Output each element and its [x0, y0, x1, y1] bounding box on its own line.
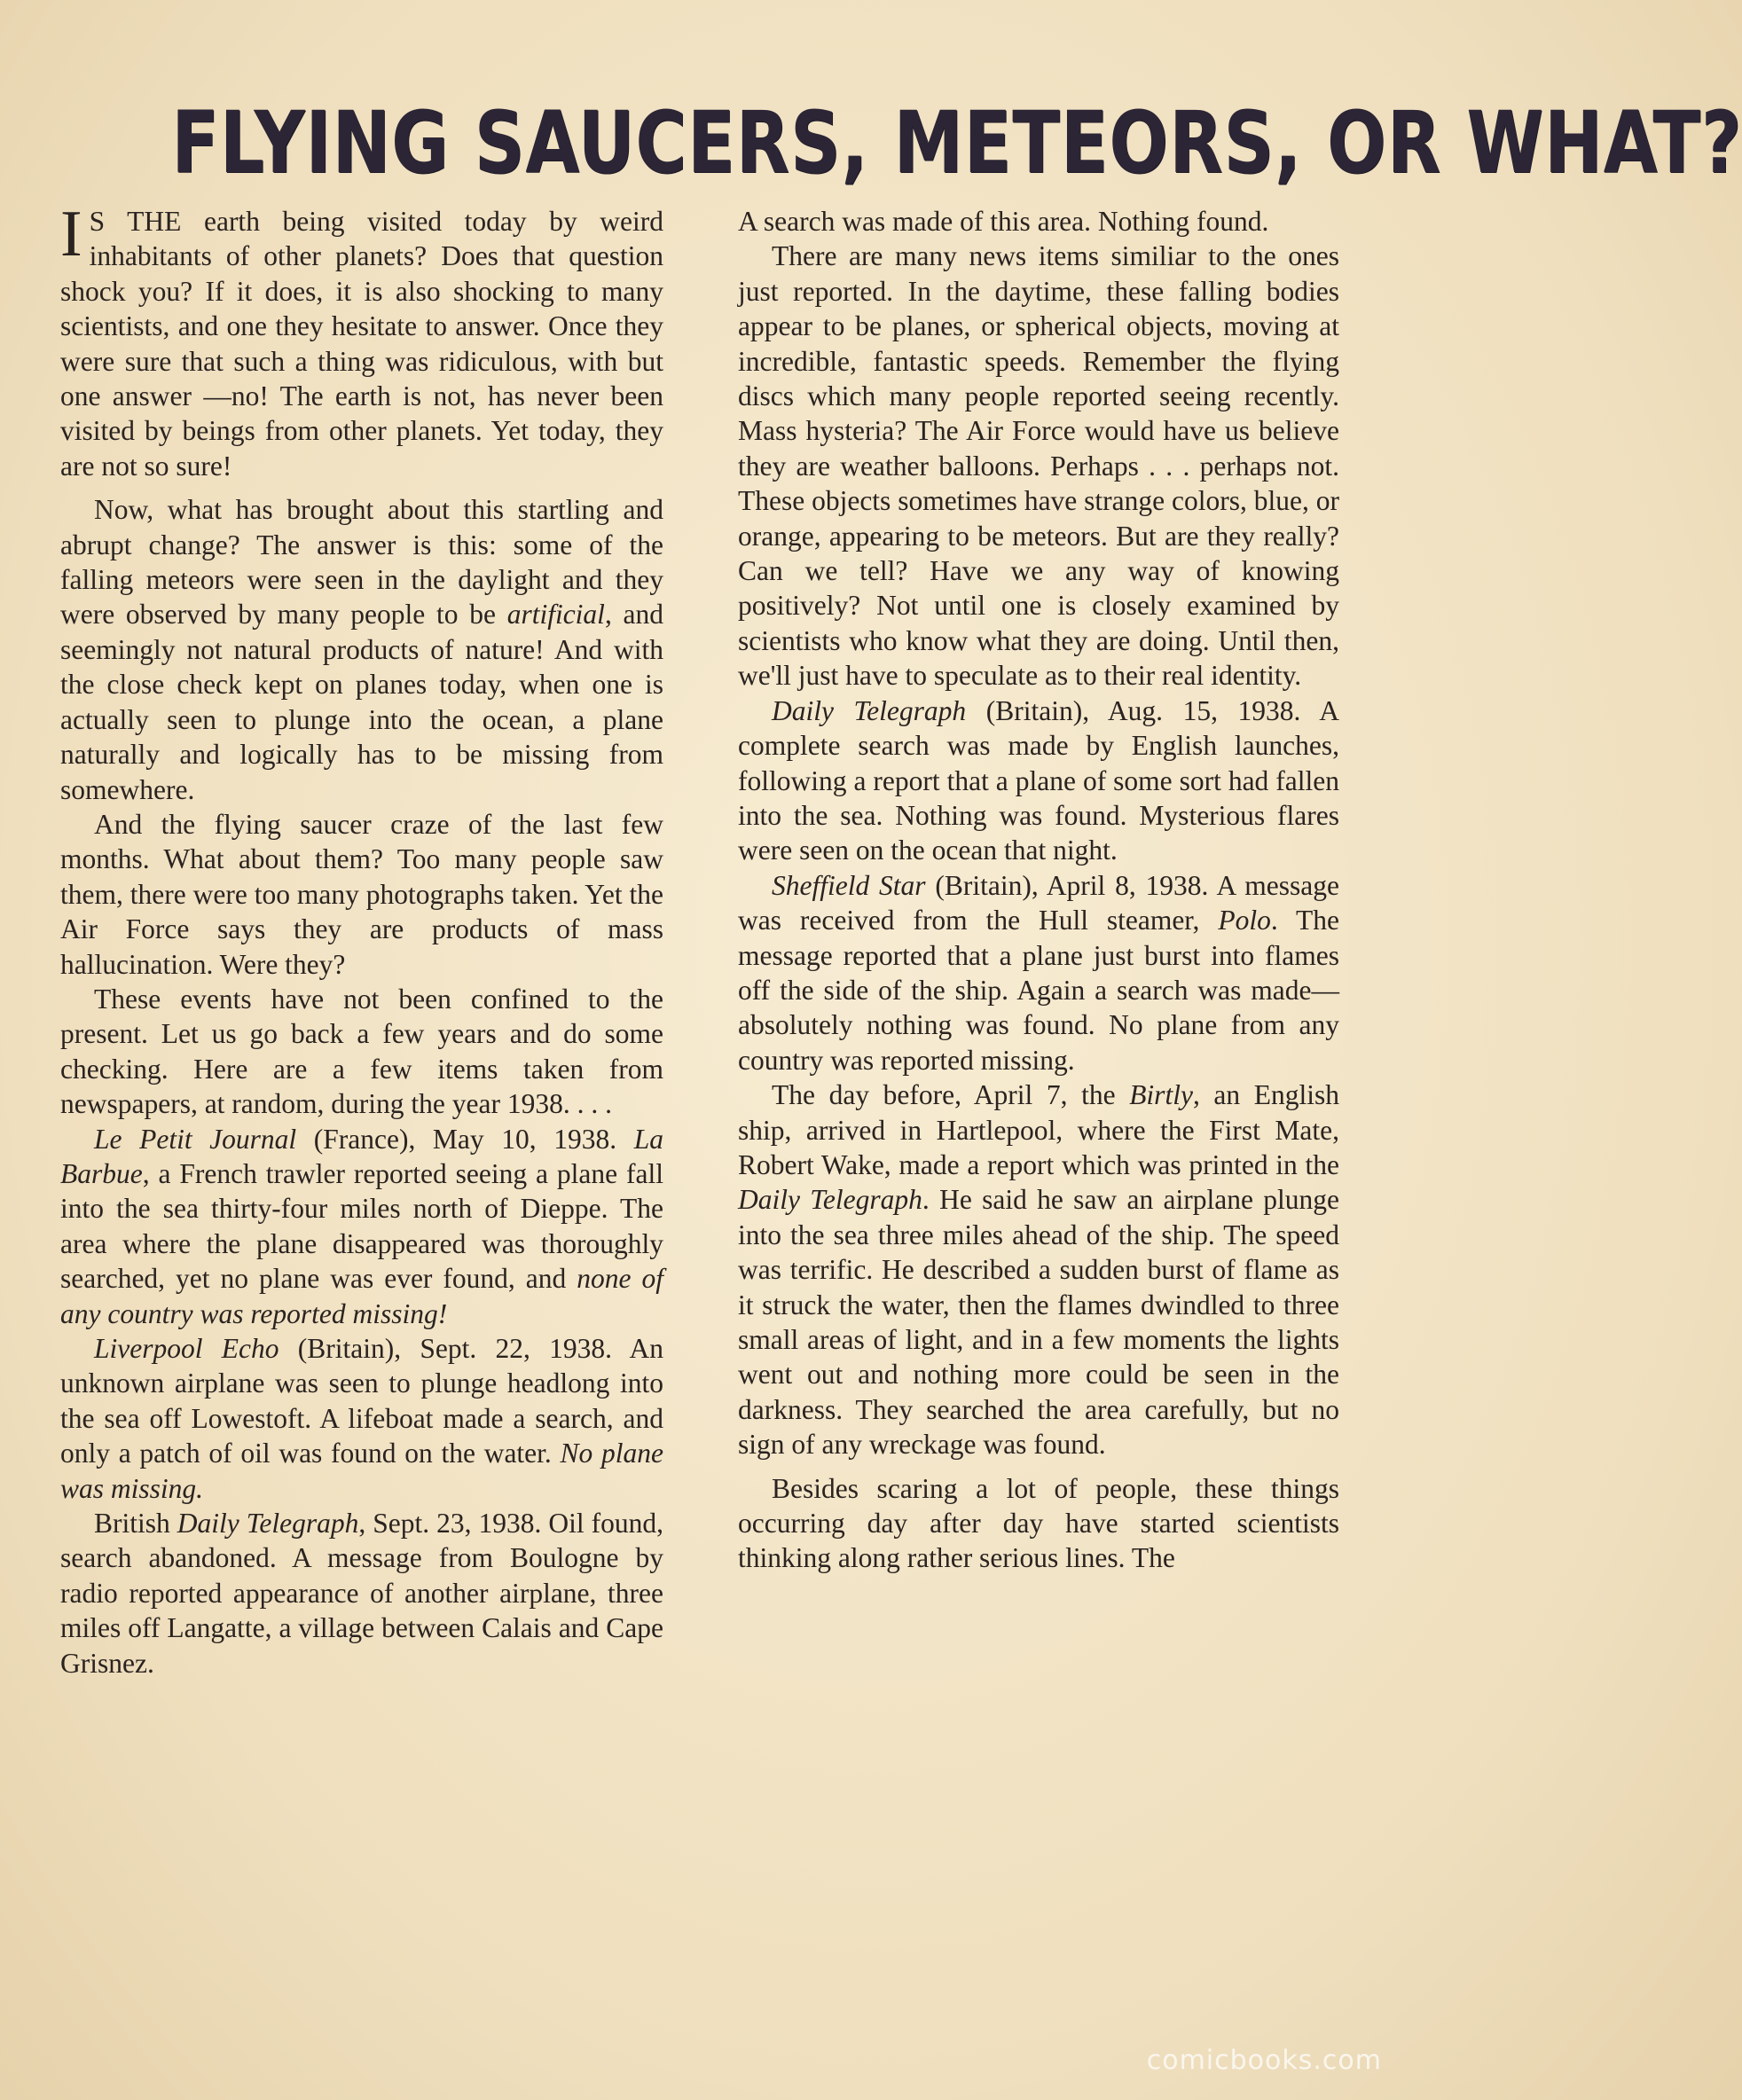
body-paragraph: And the flying saucer craze of the last few months. What about them? Too many people saw them, there were too many photographs taken. Yet the Air Force says they are products of mass hallucination. Were they? — [60, 808, 663, 980]
news-item-petit-journal: Le Petit Journal (France), May 10, 1938. La Barbue, a French trawler reported seeing a plane fall into the sea thirty-four miles north of Dieppe. The area where the plane disappeared was thoroughly searched, yet no plane was ever found, and none of any country was reported missing! — [60, 1123, 664, 1329]
body-paragraph: Now, what has brought about this startling and abrupt change? The answer is this: some of the falling meteors were seen in the daylight and they were observed by many people to be artificial, and seemingly not natural products of nature! And with the close check kept on planes today, when one is actually seen to plunge into the ocean, a plane naturally and logically has to be missing from somewhere. — [60, 494, 664, 805]
body-paragraph: There are many news items similiar to the ones just reported. In the daytime, these falling bodies appear to be planes, or spherical objects, moving at incredible, fantastic speeds. Remember the flying discs which many people reported seeing recently. Mass hysteria? The Air Force would have us believe they are weather balloons. Perhaps . . . perhaps not. These objects sometimes have strange colors, blue, or orange, appearing to be meteors. But are they really? Can we tell? Have we any way of knowing positively? Not until one is closely examined by scientists who know what they are doing. Until then, we'll just have to speculate as to their real identity. — [738, 240, 1339, 692]
body-paragraph: These events have not been confined to the present. Let us go back a few years and do some checking. Here are a few items taken from newspapers, at random, during the year 1938. . . . — [60, 983, 663, 1120]
news-item-daily-telegraph: Daily Telegraph (Britain), Aug. 15, 1938. A complete search was made by English launches, following a report that a plane of some sort had fallen into the sea. Nothing was found. Mysterious flares were seen on the ocean that night. — [738, 694, 1339, 866]
drop-cap: I — [60, 198, 82, 270]
news-item-birtly: The day before, April 7, the Birtly, an English ship, arrived in Hartlepool, where the First Mate, Robert Wake, made a report which was printed in the Daily Telegraph. He said he saw an airplane plunge into the sea three miles ahead of the ship. The speed was terrific. He described a sudden burst of flame as it struck the water, then the flames dwindled to three small areas of light, and in a few moments the lights went out and nothing more could be seen in the darkness. They searched the area carefully, but no sign of any wreckage was found. — [738, 1079, 1339, 1461]
intro-paragraph: I S THE earth being visited today by weird inhabitants of other planets? Does that question shock you? If it does, it is also shocking to many scientists, and one they hesitate to answer. Once they were sure that such a thing was ridiculous, with but one answer —no! The earth is not, has never been visited by beings from other planets. Yet today, they are not so sure! — [60, 198, 663, 482]
left-column — [60, 198, 664, 1681]
news-item-sheffield-star: Sheffield Star (Britain), April 8, 1938. A message was received from the Hull steamer, Polo. The message reported that a plane just burst into flames off the side of the ship. Again a search was made—absolutely nothing was found. No plane from any country was reported missing. — [738, 869, 1340, 1076]
continued-paragraph: A search was made of this area. Nothing found. — [738, 206, 1269, 237]
news-item-liverpool-echo: Liverpool Echo (Britain), Sept. 22, 1938. An unknown airplane was seen to plunge headlong into the sea off Lowestoft. A lifeboat made a search, and only a patch of oil was found on the water. No plane was missing. — [60, 1333, 664, 1504]
watermark: comicbooks.com — [1146, 2045, 1382, 2076]
closing-paragraph: Besides scaring a lot of people, these things occurring day after day have started scientists thinking along rather serious lines. The — [738, 1472, 1339, 1574]
news-item-british-telegraph: British Daily Telegraph, Sept. 23, 1938. Oil found, search abandoned. A message from Boulogne by radio reported appearance of another airplane, three miles off Langatte, a village between Calais and Cape Grisnez. — [60, 1508, 664, 1679]
article-headline: FLYING SAUCERS, METEORS, OR WHAT? — [171, 93, 1742, 192]
right-column — [738, 204, 1339, 1576]
